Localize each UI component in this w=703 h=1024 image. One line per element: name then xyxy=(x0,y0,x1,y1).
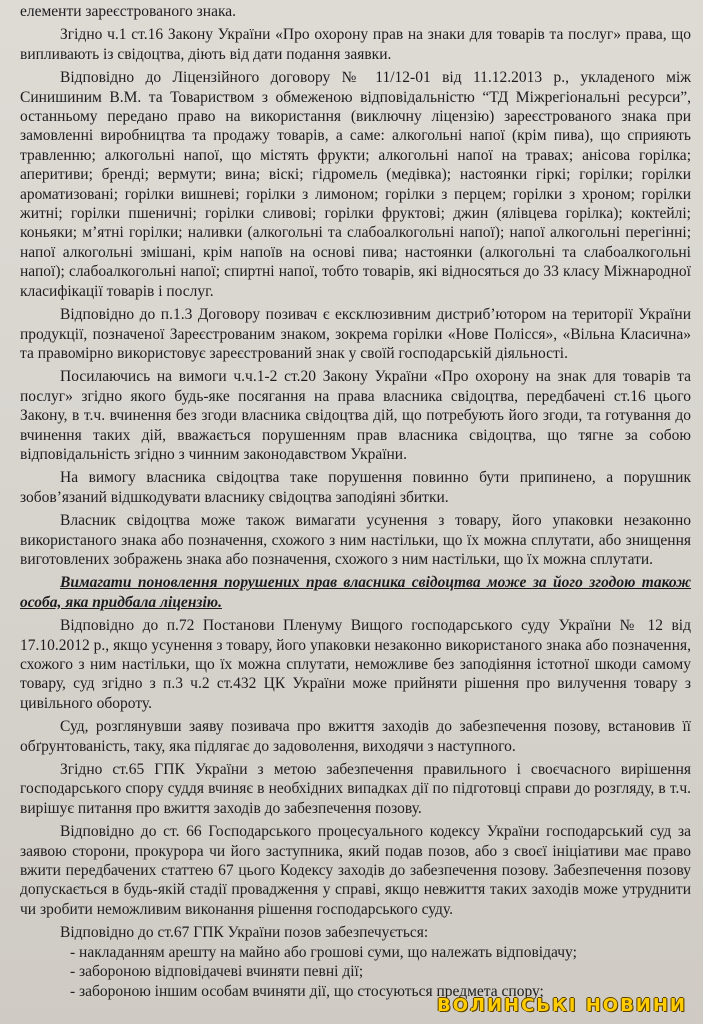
paragraph-distributor: Відповідно до п.1.3 Договору позивач є ексклюзивним дистриб’ютором на території України продукції, позначеної Зареєстрованим знаком, зокрема горілки «Нове Полісся», «Вільна Класична» та правомірно використовує зареєстрований знак у своїй господарській діяльності. xyxy=(20,306,691,362)
paragraph-article16: Згідно ч.1 ст.16 Закону України «Про охорону прав на знаки для товарів та послуг» права, що випливають із свідоцтва, діють від дати подання заявки. xyxy=(20,26,691,63)
paragraph-license-agreement: Відповідно до Ліцензійного договору № 11/12-01 від 11.12.2013 р., укладеного між Синишиним В.М. та Товариством з обмеженою відповідальністю “ТД Міжрегіональні ресурси”, останньому передано право на використання (виключну ліцензію) зареєстрованого знака при замовленні виробництва та продажу товарів, а саме: алкогольні напої (крім пива), що сприяють травленню; алкогольні напої, що містять фрукти; алкогольні напої на травах; анісова горілка; аперитиви; бренді; вермути; вина; віскі; гідромель (медівка); настоянки гіркі; горілки; горілки ароматизовані; горілки вишневі; горілки з лимоном; горілки з перцем; горілки з хроном; горілки житні; горілки пшеничні; горілки сливові; горілки фруктові; джин (ялівцева горілка); коктейлі; коньяки; м’ятні горілки; наливки (алкогольні та слабоалкогольні напої); напої алкогольні перегінні; напої алкогольні змішані, крім напоїв на основі пива; настоянки (алкогольні та слабоалкогольні напої); слабоалкогольні напої; спиртні напої, тобто товарів, які відносяться до 33 класу Міжнародної класифікації товарів і послуг. xyxy=(20,69,691,300)
paragraph-intro: елементи зареєстрованого знака. xyxy=(20,3,237,20)
paragraph-article20: Посилаючись на вимоги ч.ч.1-2 ст.20 Закону України «Про охорону на знак для товарів та послуг» згідно якого будь-яке посягання на права власника свідоцтва, передбачені ст.16 цього Закону, в т.ч. вчинення без згоди власника свідоцтва дій, що потребують його згоди, та готування до вчинення таких дій, вважається порушенням прав власника свідоцтва, що тягне за собою відповідальність згідно з чинним законодавством України. xyxy=(20,368,691,463)
list-item: - забороною відповідачеві вчиняти певні дії; xyxy=(70,963,364,981)
measures-list xyxy=(20,943,691,1001)
list-item: - накладанням арешту на майно або грошові суми, що належать відповідачу; xyxy=(70,943,577,961)
paragraph-violation-stop: На вимогу власника свідоцтва таке порушення повинно бути припинено, а порушник зобов’язаний відшкодувати власнику свідоцтва заподіяні збитки. xyxy=(20,469,691,506)
paragraph-article67: Відповідно до ст.67 ГПК України позов забезпечується: xyxy=(60,924,429,942)
paragraph-removal-demand: Власник свідоцтва може також вимагати усунення з товару, його упаковки незаконно використаного знака або позначення, схожого з ним настільки, що їх можна сплутати, або знищення виготовлених зображень знака або позначення, схожого з ним настільки, що їх можна сплутати. xyxy=(20,512,691,568)
paragraph-license-heading: Вимагати поновлення порушених прав власника свідоцтва може за його згодою також особа, яка придбала ліцензію. xyxy=(20,574,691,611)
paragraph-article66: Відповідно до ст. 66 Господарського процесуального кодексу України господарський суд за заявою сторони, прокурора чи його заступника, який подав позов, або з своєї ініціативи має право вжити передбачених статтею 67 цього Кодексу заходів до забезпечення позову. Забезпечення позову допускається в будь-якій стадії провадження у справі, якщо невжиття таких заходів може утруднити чи зробити неможливим виконання рішення господарського суду. xyxy=(20,823,691,918)
paragraph-article65: Згідно ст.65 ГПК України з метою забезпечення правильного і своєчасного вирішення господарського спору суддя вчиняє в необхідних випадках дії по підготовці справи до розгляду, в т.ч. вирішує питання про вжиття заходів до забезпечення позову. xyxy=(20,761,691,817)
paragraph-plenum-resolution: Відповідно до п.72 Постанови Пленуму Вищого господарського суду України № 12 від 17.10.2012 р., якщо усунення з товару, його упаковки незаконно використаного знака або позначення, схожого з ним настільки, що їх можна сплутати, неможливе без заподіяння істотної шкоди самому товару, суд згідно з п.3 ч.2 ст.432 ЦК України може прийняти рішення про вилучення товару з цивільного обороту. xyxy=(20,617,691,712)
watermark-logo: ВОЛИНСЬКІ НОВИНИ xyxy=(437,995,687,1016)
paragraph-court-review: Суд, розглянувши заяву позивача про вжиття заходів до забезпечення позову, встановив її обґрунтованість, таку, яка підлягає до задоволення, виходячи з наступного. xyxy=(20,718,691,755)
list-item: - забороною іншим особам вчиняти дії, що стосуються предмета спору; xyxy=(70,982,544,1000)
